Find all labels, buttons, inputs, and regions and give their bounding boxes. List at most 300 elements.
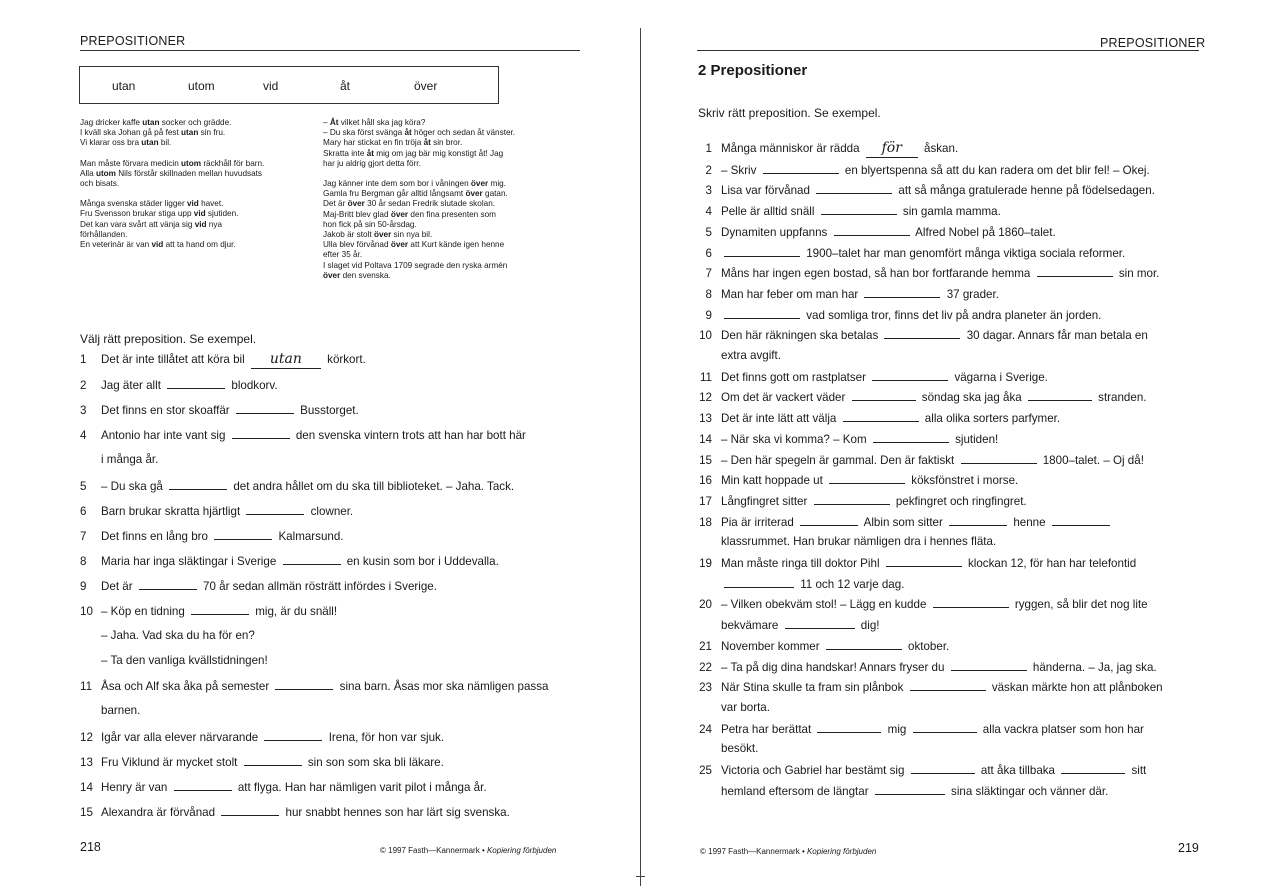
example-text: Jakob är stolt	[323, 230, 374, 240]
example-sentence	[80, 230, 264, 240]
answer-blank	[724, 577, 794, 588]
example-sentence	[323, 250, 515, 260]
exercise-item	[80, 730, 444, 744]
left-instruction: Välj rätt preposition. Se exempel.	[80, 332, 257, 346]
exercise-number: 5	[705, 225, 712, 239]
example-text: den fina presenten som	[408, 209, 496, 219]
answer-blank	[852, 390, 916, 401]
exercise-text: sitt	[1128, 764, 1147, 777]
exercise-item	[80, 579, 437, 593]
example-sentence	[323, 159, 515, 169]
example-text: den svenska.	[340, 270, 391, 280]
exercise-text: barnen.	[101, 704, 141, 718]
answer-blank	[785, 618, 855, 629]
left-copyright	[380, 846, 556, 855]
example-sentence	[323, 230, 515, 240]
exercise-item	[698, 328, 1148, 342]
exercise-number: 11	[80, 680, 93, 694]
exercise-continuation	[101, 453, 158, 466]
example-text: och bisats.	[80, 179, 120, 189]
example-preposition: åt	[404, 128, 412, 138]
example-text: Maj-Britt blev glad	[323, 209, 391, 219]
example-preposition: över	[373, 230, 392, 240]
exercise-number: 2	[80, 379, 87, 393]
answer-blank	[829, 473, 905, 484]
exercise-number: 20	[699, 598, 712, 612]
example-text: Det kan vara svårt att vänja sig	[80, 219, 195, 229]
example-text: havet.	[198, 199, 224, 209]
exercise-item	[698, 411, 1060, 425]
exercise-number: 14	[80, 780, 93, 794]
exercise-item	[698, 494, 1027, 508]
example-preposition: vid	[186, 199, 199, 209]
example-sentence	[323, 179, 515, 189]
exercise-number: 12	[699, 391, 712, 405]
answer-blank	[763, 163, 839, 174]
example-sentence	[323, 240, 515, 250]
exercise-item	[698, 556, 1136, 570]
example-sentence	[323, 118, 515, 128]
example-sentence	[80, 138, 264, 148]
exercise-item	[698, 370, 1048, 384]
exercise-text: var borta.	[721, 700, 770, 714]
answer-blank	[724, 246, 800, 257]
exercise-text: körkort.	[323, 353, 366, 366]
exercise-text: – Skriv	[721, 163, 760, 177]
right-instruction: Skriv rätt preposition. Se exempel.	[698, 106, 881, 120]
exercise-number: 9	[80, 579, 87, 593]
exercise-text: söndag ska jag åka	[918, 391, 1025, 405]
left-page-header: PREPOSITIONER	[80, 34, 186, 48]
exercise-text: klockan 12, för han har telefontid	[964, 557, 1137, 570]
exercise-number: 15	[699, 453, 712, 467]
answer-blank	[244, 755, 302, 766]
example-text: höger och sedan åt vänster.	[411, 128, 516, 138]
exercise-number: 7	[80, 529, 87, 543]
answer-blank	[933, 597, 1009, 608]
exercise-number: 6	[705, 246, 712, 260]
example-sentence	[323, 210, 515, 220]
exercise-item	[698, 722, 1144, 736]
exercise-continuation	[101, 629, 255, 642]
exercise-number: 13	[80, 755, 93, 769]
answer-blank	[1052, 515, 1110, 526]
exercise-item	[80, 353, 366, 369]
exercise-text: mig	[884, 722, 910, 736]
exercise-item	[698, 453, 1144, 467]
examples-right-column	[323, 118, 515, 281]
exercise-text: vägarna i Sverige.	[951, 370, 1048, 384]
exercise-text: Man måste ringa till doktor Pihl	[721, 557, 883, 570]
example-text: – Du ska först svänga	[323, 128, 405, 138]
answer-blank	[834, 225, 910, 236]
exercise-text: sjutiden!	[951, 432, 999, 446]
exercise-text: – Ta den vanliga kvällstidningen!	[101, 654, 268, 668]
answer-blank	[873, 432, 949, 443]
answer-blank	[821, 204, 897, 215]
exercise-text: alla olika sorters parfymer.	[921, 412, 1061, 426]
exercise-item	[698, 515, 1113, 529]
exercise-item	[80, 529, 344, 543]
exercise-text: November kommer	[721, 639, 823, 653]
example-preposition: över	[465, 189, 483, 199]
answer-blank	[167, 378, 225, 389]
exercise-text: Igår var alla elever närvarande	[101, 730, 262, 744]
exercise-text: att så många gratulerade henne på födelsedagen.	[895, 184, 1155, 198]
exercise-text: Många människor är rädda	[721, 142, 863, 155]
exercise-text: det andra hållet om du ska till biblioteket. – Jaha. Tack.	[230, 479, 515, 493]
exercise-text: Antonio har inte vant sig	[101, 429, 229, 443]
example-text: Skratta inte	[323, 148, 367, 158]
exercise-text: att åka tillbaka	[977, 764, 1059, 777]
example-text: vilket håll ska jag köra?	[338, 118, 426, 127]
exercise-text: klassrummet. Han brukar nämligen dra i hennes fläta.	[721, 535, 997, 549]
exercise-number: 13	[699, 412, 712, 426]
exercise-text: Henry är van	[101, 780, 171, 794]
exercise-text: – Den här spegeln är gammal. Den är faktiskt	[721, 453, 958, 467]
exercise-text: åskan.	[920, 142, 959, 155]
answer-blank	[814, 494, 890, 505]
exercise-text: Pelle är alltid snäll	[721, 205, 818, 219]
exercise-text: Alfred Nobel på 1860–talet.	[912, 225, 1056, 239]
exercise-text: – När ska vi komma? – Kom	[721, 432, 870, 446]
example-text: Jag dricker kaffe	[80, 118, 143, 127]
answer-blank	[875, 784, 945, 795]
handwritten-answer: för	[866, 143, 918, 158]
exercise-item	[698, 763, 1146, 777]
example-text: sin bror.	[430, 138, 463, 148]
exercise-text: väskan märkte hon att plånboken	[988, 681, 1163, 695]
example-text: hon fick på sin 50-årsdag.	[323, 219, 417, 229]
answer-blank	[1061, 763, 1125, 774]
exercise-text: Det finns gott om rastplatser	[721, 370, 870, 384]
exercise-number: 25	[699, 764, 712, 777]
example-text: Man måste förvara medicin	[80, 158, 182, 168]
exercise-number: 23	[699, 681, 712, 695]
answer-blank	[884, 328, 960, 339]
example-text: mig om jag bär mig konstigt åt! Jag	[373, 148, 504, 158]
exercise-item	[698, 163, 1150, 177]
exercise-continuation	[721, 742, 758, 755]
example-preposition: åt	[366, 148, 374, 158]
answer-blank	[864, 287, 940, 298]
exercise-number: 21	[699, 639, 712, 653]
exercise-text: Barn brukar skratta hjärtligt	[101, 504, 244, 518]
example-preposition: utom	[95, 168, 116, 178]
exercise-text: att flyga. Han har nämligen varit pilot i många år.	[234, 780, 487, 794]
copyright-text: © 1997 Fasth—Kannermark •	[700, 847, 807, 856]
exercise-item	[80, 479, 514, 493]
exercise-item	[698, 680, 1163, 694]
exercise-number: 4	[80, 429, 87, 443]
exercise-text: Måns har ingen egen bostad, så han bor fortfarande hemma	[721, 267, 1034, 281]
spacer	[323, 169, 515, 179]
example-sentence	[323, 128, 515, 138]
exercise-continuation	[721, 577, 904, 591]
example-preposition: utom	[181, 158, 202, 168]
exercise-text: mig, är du snäll!	[252, 605, 338, 618]
left-page-number: 218	[80, 840, 101, 854]
exercise-text: Min katt hoppade ut	[721, 474, 827, 488]
exercise-text: Petra har berättat	[721, 722, 815, 736]
example-sentence	[323, 149, 515, 159]
exercise-text: vad somliga tror, finns det liv på andra planeter än jorden.	[803, 308, 1102, 322]
exercise-item	[80, 378, 278, 392]
exercise-number: 8	[80, 554, 87, 568]
exercise-text: ryggen, så blir det nog lite	[1011, 598, 1148, 612]
example-sentence	[80, 220, 264, 230]
answer-blank	[911, 763, 975, 774]
spacer	[80, 149, 264, 159]
example-preposition: vid	[194, 219, 207, 229]
exercise-number: 3	[705, 184, 712, 198]
exercise-number: 2	[705, 163, 712, 177]
answer-blank	[283, 554, 341, 565]
exercise-item	[698, 225, 1056, 239]
example-text: räckhåll för barn.	[201, 158, 265, 168]
exercise-item	[80, 554, 499, 568]
exercise-text: dig!	[857, 619, 880, 633]
exercise-number: 7	[705, 267, 712, 281]
exercise-text: Dynamiten uppfanns	[721, 225, 831, 239]
exercise-text: sin son som ska bli läkare.	[304, 755, 444, 769]
exercise-text: Busstorget.	[296, 404, 359, 418]
exercise-text: blodkorv.	[228, 379, 278, 393]
exercise-item	[80, 504, 353, 518]
exercise-number: 1	[705, 142, 712, 155]
exercise-number: 8	[705, 287, 712, 301]
exercise-continuation	[721, 618, 880, 632]
example-text: Det är	[323, 199, 348, 209]
exercise-text: – Du ska gå	[101, 479, 167, 493]
exercise-text: När Stina skulle ta fram sin plånbok	[721, 681, 907, 695]
example-text: Många svenska städer ligger	[80, 199, 187, 209]
exercise-item	[80, 403, 359, 417]
exercise-text: clowner.	[307, 504, 354, 518]
example-text: Nils förstår skillnaden mellan huvudsats	[115, 168, 263, 178]
answer-blank	[951, 660, 1027, 671]
exercise-text: en blyertspenna så att du kan radera om det blir fel! – Okej.	[841, 163, 1150, 177]
example-text: bil.	[158, 138, 172, 148]
example-text: Ulla blev förvånad	[323, 240, 391, 250]
answer-blank	[910, 680, 986, 691]
example-preposition: utan	[141, 138, 159, 148]
exercise-text: 11 och 12 varje dag.	[797, 577, 905, 591]
exercise-text: pekfingret och ringfingret.	[892, 494, 1027, 508]
right-page-header: PREPOSITIONER	[1100, 36, 1206, 50]
exercise-item	[698, 266, 1159, 280]
exercise-text: 1900–talet har man genomfört många viktiga sociala reformer.	[803, 246, 1126, 260]
example-text: Alla	[80, 168, 96, 178]
exercise-text: Om det är vackert väder	[721, 391, 849, 405]
answer-blank	[961, 453, 1037, 464]
example-text: nya	[206, 219, 223, 229]
right-page-number: 219	[1178, 841, 1199, 855]
exercise-text: Den här räkningen ska betalas	[721, 329, 882, 343]
exercise-text: Kalmarsund.	[275, 529, 344, 543]
exercise-number: 17	[699, 494, 712, 508]
exercise-text: sin mor.	[1115, 267, 1160, 281]
exercise-item	[698, 597, 1148, 611]
exercise-text: 37 grader.	[943, 287, 999, 301]
exercise-number: 9	[705, 308, 712, 322]
exercise-text: oktober.	[904, 639, 950, 653]
exercise-text: extra avgift.	[721, 349, 781, 362]
exercise-continuation	[721, 701, 770, 714]
exercise-number: 1	[80, 353, 87, 366]
prep-word: vid	[263, 79, 279, 93]
example-sentence	[323, 271, 515, 281]
exercise-text: alla vackra platser som hon har	[979, 722, 1144, 736]
answer-blank	[843, 411, 919, 422]
example-text: socker och grädde.	[159, 118, 232, 127]
example-sentence	[80, 209, 264, 219]
answer-blank	[169, 479, 227, 490]
left-header-rule	[80, 50, 580, 51]
prep-word: åt	[340, 79, 351, 93]
example-preposition: Åt	[329, 118, 339, 127]
example-sentence	[80, 240, 264, 250]
exercise-number: 22	[699, 660, 712, 674]
example-sentence	[323, 261, 515, 271]
example-text: Gamla fru Bergman går alltid långsamt	[323, 189, 466, 199]
spine-foot	[636, 876, 645, 877]
example-text: Fru Svensson brukar stiga upp	[80, 209, 194, 219]
example-preposition: över	[323, 270, 341, 280]
example-sentence	[80, 169, 264, 179]
answer-blank	[913, 722, 977, 733]
example-preposition: vid	[151, 240, 164, 250]
example-text: mig.	[488, 179, 506, 189]
exercise-text: – Jaha. Vad ska du ha för en?	[101, 629, 255, 643]
exercise-item	[698, 142, 958, 158]
example-text: En veterinär är van	[80, 240, 152, 250]
exercise-continuation	[721, 535, 996, 548]
exercise-text: Irena, för hon var sjuk.	[325, 730, 445, 744]
exercise-text: Det är inte lätt att välja	[721, 412, 840, 426]
exercise-text: Det finns en lång bro	[101, 529, 212, 543]
example-sentence	[80, 199, 264, 209]
answer-blank	[221, 805, 279, 816]
example-sentence	[80, 118, 264, 128]
exercise-text: Det finns en stor skoaffär	[101, 404, 233, 418]
exercise-number: 10	[699, 329, 712, 343]
exercise-item	[698, 390, 1147, 404]
exercise-item	[80, 805, 510, 819]
example-sentence	[323, 189, 515, 199]
exercise-text: Maria har inga släktingar i Sverige	[101, 554, 280, 568]
example-preposition: över	[470, 179, 489, 189]
exercise-text: 70 år sedan allmän rösträtt infördes i Sverige.	[199, 579, 437, 593]
spacer	[80, 189, 264, 199]
exercise-number: 11	[699, 370, 712, 384]
example-preposition: utan	[142, 118, 160, 127]
exercise-text: Man har feber om man har	[721, 287, 862, 301]
exercise-continuation	[721, 349, 781, 362]
right-copyright	[700, 847, 876, 856]
exercise-item	[698, 246, 1125, 260]
answer-blank	[232, 428, 290, 439]
exercise-item	[698, 639, 949, 653]
example-text: I kväll ska Johan gå på fest	[80, 128, 182, 138]
example-text: efter 35 år.	[323, 250, 363, 260]
exercise-number: 10	[80, 605, 93, 618]
exercise-number: 19	[699, 557, 712, 570]
exercise-text: Långfingret sitter	[721, 494, 811, 508]
exercise-text: Lisa var förvånad	[721, 184, 814, 198]
exercise-text: 1800–talet. – Oj då!	[1039, 453, 1144, 467]
answer-blank	[800, 515, 858, 526]
example-preposition: över	[390, 240, 409, 250]
exercise-item	[80, 428, 526, 442]
answer-blank	[817, 722, 881, 733]
exercise-text: sin gamla mamma.	[899, 205, 1001, 219]
exercise-text: 30 dagar. Annars får man betala en	[963, 329, 1148, 343]
exercise-text: Pia är irriterad	[721, 515, 798, 529]
example-sentence	[323, 199, 515, 209]
example-text: sin fru.	[198, 128, 226, 138]
exercise-text: sina släktingar och vänner där.	[947, 784, 1109, 798]
exercise-text: besökt.	[721, 742, 759, 756]
exercise-number: 24	[699, 722, 712, 736]
prep-word: utan	[112, 79, 136, 93]
exercise-text: en kusin som bor i Uddevalla.	[343, 554, 499, 568]
answer-blank	[174, 780, 232, 791]
example-sentence	[80, 159, 264, 169]
exercise-number: 5	[80, 479, 87, 493]
example-text: Mary har stickat en fin tröja	[323, 138, 424, 148]
example-text: sjutiden.	[205, 209, 239, 219]
example-text: I slaget vid Poltava 1709 segrade den ryska armén	[323, 260, 508, 270]
exercise-text: – Ta på dig dina handskar! Annars fryser du	[721, 660, 948, 674]
exercise-item	[698, 287, 999, 301]
answer-blank	[872, 370, 948, 381]
exercise-text: – Vilken obekväm stol! – Lägg en kudde	[721, 598, 930, 612]
exercise-item	[80, 679, 548, 693]
copyright-italic: Kopiering förbjuden	[486, 846, 557, 855]
prep-word: över	[414, 79, 438, 93]
exercise-text: händerna. – Ja, jag ska.	[1029, 660, 1157, 674]
exercise-number: 16	[699, 474, 712, 488]
answer-blank	[1028, 390, 1092, 401]
exercise-item	[698, 204, 1001, 218]
exercise-text: Victoria och Gabriel har bestämt sig	[721, 764, 908, 777]
right-page-title: 2 Prepositioner	[698, 62, 808, 79]
example-sentence	[323, 220, 515, 230]
exercise-continuation	[101, 654, 268, 667]
exercise-text: Fru Viklund är mycket stolt	[101, 755, 241, 769]
exercise-text: sina barn. Åsas mor ska nämligen passa	[336, 680, 549, 694]
exercise-item	[698, 432, 998, 446]
answer-blank	[236, 403, 294, 414]
answer-blank	[191, 604, 249, 615]
example-text: Vi klarar oss bra	[80, 138, 142, 148]
example-sentence	[323, 138, 515, 148]
answer-blank	[826, 639, 902, 650]
answer-blank	[264, 730, 322, 741]
example-sentence	[80, 128, 264, 138]
example-text: att Kurt kände igen henne	[408, 240, 505, 250]
answer-blank	[816, 183, 892, 194]
example-text: förhållanden.	[80, 229, 128, 239]
exercise-text: hemland eftersom de längtar	[721, 784, 872, 798]
exercise-text: Åsa och Alf ska åka på semester	[101, 680, 273, 694]
examples-left-column	[80, 118, 264, 250]
copyright-italic: Kopiering förbjuden	[806, 847, 877, 856]
exercise-continuation	[101, 704, 140, 717]
exercise-item	[80, 604, 337, 618]
right-header-rule	[697, 50, 1199, 51]
